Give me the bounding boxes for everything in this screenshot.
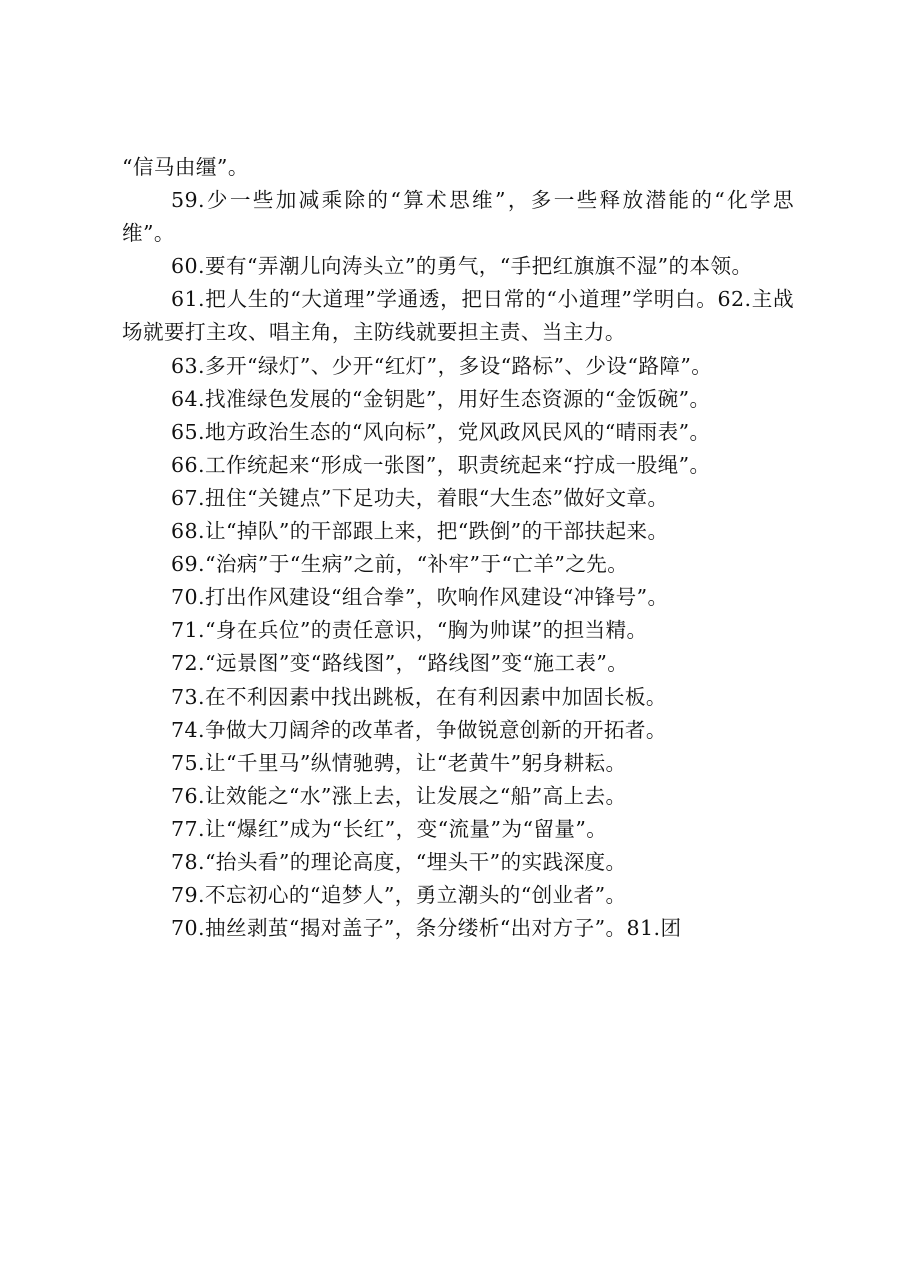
paragraph-74: 74.争做大刀阔斧的改革者，争做锐意创新的开拓者。 <box>171 717 667 742</box>
paragraph-76: 76.让效能之“水”涨上去，让发展之“船”高上去。 <box>171 783 627 808</box>
paragraph-75: 75.让“千里马”纵情驰骋，让“老黄牛”躬身耕耘。 <box>171 750 627 775</box>
paragraph-67: 67.扭住“关键点”下足功夫，着眼“大生态”做好文章。 <box>171 485 669 510</box>
paragraph-78: 78.“抬头看”的理论高度，“埋头干”的实践深度。 <box>171 849 627 874</box>
paragraph-68: 68.让“掉队”的干部跟上来，把“跌倒”的干部扶起来。 <box>171 519 669 544</box>
paragraph-63: 63.多开“绿灯”、少开“红灯”，多设“路标”、少设“路障”。 <box>171 353 713 378</box>
paragraph-79: 79.不忘初心的“追梦人”，勇立潮头的“创业者”。 <box>171 883 627 908</box>
paragraph-80: 70.抽丝剥茧“揭对盖子”，条分缕析“出对方子”。81.团 <box>171 916 682 941</box>
paragraph-59: 59.少一些加减乘除的“算术思维”，多一些释放潜能的“化学思维”。 <box>122 188 794 246</box>
paragraph-60: 60.要有“弄潮儿向涛头立”的勇气，“手把红旗旗不湿”的本领。 <box>171 254 753 279</box>
paragraph-0: “信马由缰”。 <box>122 155 249 179</box>
paragraph-71: 71.“身在兵位”的责任意识，“胸为帅谋”的担当精。 <box>171 618 648 643</box>
paragraph-77: 77.让“爆红”成为“长红”，变“流量”为“留量”。 <box>171 816 608 841</box>
paragraph-66: 66.工作统起来“形成一张图”，职责统起来“拧成一股绳”。 <box>171 452 711 477</box>
paragraph-69: 69.“治病”于“生病”之前，“补牢”于“亡羊”之先。 <box>171 552 629 577</box>
paragraph-70: 70.打出作风建设“组合拳”，吹响作风建设“冲锋号”。 <box>171 585 669 610</box>
paragraph-73: 73.在不利因素中找出跳板，在有利因素中加固长板。 <box>171 684 667 709</box>
paragraph-61: 61.把人生的“大道理”学通透，把日常的“小道理”学明白。62.主战场就要打主攻、唱主角，主防线就要担主责、当主力。 <box>122 287 794 345</box>
paragraph-72: 72.“远景图”变“路线图”，“路线图”变“施工表”。 <box>171 651 629 676</box>
paragraph-64: 64.找准绿色发展的“金钥匙”，用好生态资源的“金饭碗”。 <box>171 386 711 411</box>
paragraph-65: 65.地方政治生态的“风向标”，党风政风民风的“晴雨表”。 <box>171 419 711 444</box>
document-page <box>122 151 794 945</box>
